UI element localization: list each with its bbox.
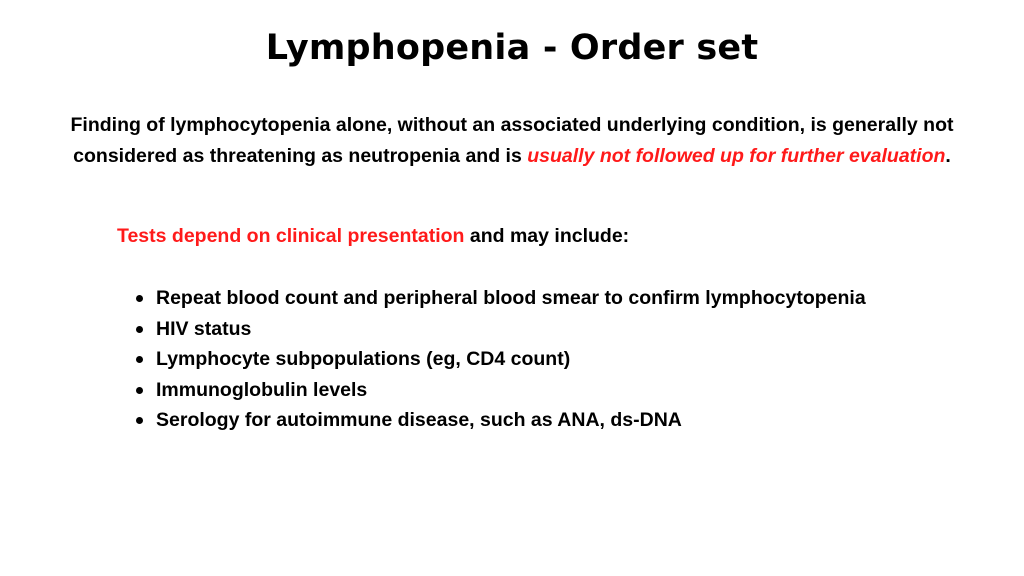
list-item-text: Immunoglobulin levels bbox=[156, 378, 368, 401]
list-item bbox=[134, 344, 866, 375]
intro-text: Finding of lymphocytopenia alone, without an associated underlying condition, is generally not considered as threatening as neutropenia and is bbox=[70, 114, 954, 167]
intro-highlight: usually not followed up for further evaluation bbox=[527, 145, 946, 167]
page-title: Lymphopenia - Order set bbox=[265, 28, 759, 68]
bullet-icon bbox=[136, 326, 143, 333]
list-item bbox=[134, 314, 866, 345]
list-item bbox=[134, 405, 866, 436]
list-item-text: Serology for autoimmune disease, such as ANA, ds-DNA bbox=[156, 409, 682, 431]
bullet-icon bbox=[136, 387, 143, 394]
tests-list bbox=[134, 283, 866, 436]
intro-period: . bbox=[945, 145, 951, 167]
list-item bbox=[134, 283, 866, 314]
list-item-text: HIV status bbox=[156, 317, 252, 340]
bullet-icon bbox=[136, 417, 143, 424]
tests-lead bbox=[117, 222, 629, 250]
list-item-text: Lymphocyte subpopulations (eg, CD4 count) bbox=[156, 348, 571, 370]
bullet-icon bbox=[136, 295, 143, 302]
bullet-icon bbox=[136, 356, 143, 363]
intro-paragraph bbox=[30, 110, 994, 172]
tests-lead-rest: and may include: bbox=[464, 225, 630, 247]
list-item bbox=[134, 375, 866, 406]
list-item-text: Repeat blood count and peripheral blood smear to confirm lymphocytopenia bbox=[156, 287, 866, 309]
tests-lead-highlight: Tests depend on clinical presentation bbox=[117, 225, 465, 247]
